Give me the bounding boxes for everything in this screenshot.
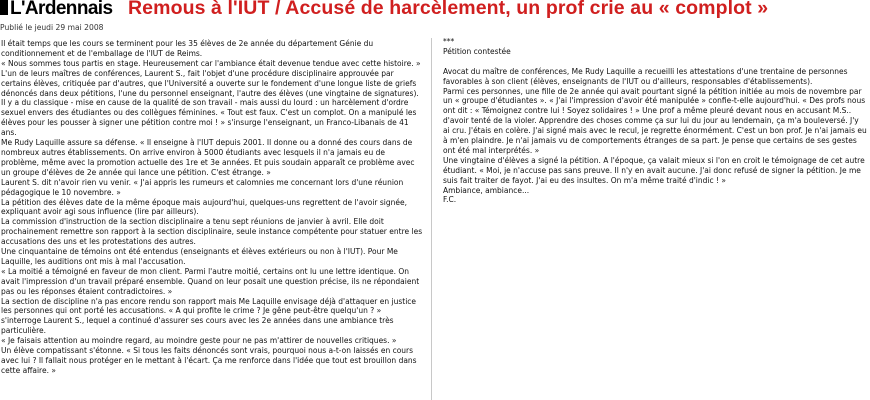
paragraph: « Nous sommes tous partis en stage. Heureusement car l'ambiance était devenue tendue avec cette histoire. » — [1, 58, 421, 68]
paragraph: Un élève compatissant s'étonne. « Si tous les faits dénoncés sont vrais, pourquoi nous a-t-on laissés en cours avec lui ? Il fallait nous protéger en le mettant à l'écart. Ça me renforce dans l'idée que tout est brouillon dans cette affaire. » — [1, 346, 417, 375]
paragraph: « Je faisais attention au moindre regard, au moindre geste pour ne pas m'attirer de nouvelles critiques. » — [1, 336, 397, 346]
article-body-left — [1, 39, 423, 376]
article-headline: Remous à l'IUT / Accusé de harcèlement, un prof crie au « complot » — [128, 0, 769, 19]
paragraph: Parmi ces personnes, une fille de 2e année qui avait pourtant signé la pétition initiée au mois de novembre par un « groupe d'étudiantes ». « J'ai l'impression d'avoir été manipulée » confie-t-elle aujourd'hui. « Des profs nous ont dit : « Témoignez contre lui ! Soyez solidaires ! » Une prof a même pleuré devant nous en accusant M.S.. d'avoir tenté de la violer. Apprendre des choses comme ça sur lui du jour au lendemain, ça m'a bouleversé. J'y ai cru. J'étais en colère. J'ai signé mais avec le recul, je regrette énormément. C'est un bon prof. Je n'ai jamais eu à m'en plaindre. Je n'ai jamais vu de comportements étranges de sa part. Je pense que certains de ses gestes ont été mal interprétés. » — [443, 86, 867, 155]
publication-date: Publié le jeudi 29 mai 2008 — [0, 23, 104, 32]
author-signature: F.C. — [443, 195, 457, 205]
paragraph: La pétition des élèves date de la même époque mais aujourd'hui, quelques-uns regrettent de l'avoir signée, expliquant avoir agi sous influence (lire par ailleurs). — [1, 197, 407, 217]
paragraph: Me Rudy Laquille assure sa défense. « Il enseigne à l'IUT depuis 2001. Il donne ou a donné des cours dans de nombreux autres établissements. On arrive environ à 5000 étudiants avec lesquels il n'a jamais eu de problème, même avec la promotion actuelle des 1re et 3e années. Et puis soudain apparaît ce problème avec un groupe d'élèves de 2e année qui lance une pétition. C'est étrange. » — [1, 138, 415, 177]
logo-text: L'Ardennais — [10, 0, 113, 19]
paragraph: Laurent S. dit n'avoir rien vu venir. « J'ai appris les rumeurs et calomnies me concernant lors d'une réunion pédagogique le 10 novembre. » — [1, 177, 404, 197]
paragraph: Il était temps que les cours se terminent pour les 35 élèves de 2e année du département Génie du conditionnement et de l'emballage de l'IUT de Reims. — [1, 39, 374, 58]
section-separator: *** — [443, 37, 455, 46]
masthead — [0, 0, 870, 22]
paragraph: Avocat du maître de conférences, Me Rudy Laquille a recueilli les attestations d'une trentaine de personnes favorables à son client (élèves, enseignants de l'IUT ou d'ailleurs, responsables d'établissements). — [443, 66, 848, 86]
paragraph: Il y a du classique - mise en cause de la qualité de son travail - mais aussi du lourd : un harcèlement d'ordre sexuel envers des étudiantes ou des collègues féminines. « Tout est faux. C'est un complot. On a manipulé les élèves pour les pousser à signer une pétition contre moi ! » s'insurge l'enseignant, un Franco-Libanais de 41 ans. — [1, 98, 417, 138]
logo-icon — [0, 0, 8, 15]
paragraph: Une cinquantaine de témoins ont été entendus (enseignants et élèves extérieurs ou non à l'IUT). Pour Me Laquille, les auditions ont mis à mal l'accusation. — [1, 247, 398, 266]
column-divider — [431, 38, 432, 400]
section-subtitle: Pétition contestée — [443, 46, 511, 56]
paragraph: Ambiance, ambiance... — [443, 185, 530, 195]
paragraph: L'un de leurs maîtres de conférences, Laurent S., fait l'objet d'une procédure disciplinaire approuvée par certains élèves, critiquée par d'autres, que l'Université a ouverte sur le fondement d'une longue liste de griefs dénoncés dans deux pétitions, l'une du personnel enseignant, l'autre des élèves (une vingtaine de signatures). — [1, 68, 419, 98]
paragraph: Une vingtaine d'élèves a signé la pétition. A l'époque, ça valait mieux si l'on en croit le témoignage de cet autre étudiant. « Moi, je n'accuse pas sans preuve. Il n'y en avait aucune. J'ai donc refusé de signer la pétition. Je me suis fait traiter de fayot. J'ai eu des insultes. On m'a même traité d'indic ! » — [443, 155, 865, 185]
paragraph: La section de discipline n'a pas encore rendu son rapport mais Me Laquille envisage déjà d'attaquer en justice les personnes qui ont porté les accusations. « A qui profite le crime ? Je gêne peut-être quelqu'un ? » s'interroge Laurent S., lequel a continué d'assurer ses cours avec les 2e années dans une ambiance très particulière. — [1, 296, 417, 336]
article-body-right — [443, 37, 867, 205]
paragraph: La commission d'instruction de la section disciplinaire a tenu sept réunions de janvier à avril. Elle doit prochainement remettre son rapport à la section disciplinaire, seule instance compétente pour statuer entre les accusations des uns et les protestations des autres. — [1, 217, 423, 247]
newspaper-logo[interactable] — [0, 0, 112, 18]
paragraph: « La moitié a témoigné en faveur de mon client. Parmi l'autre moitié, certains ont lu une lettre identique. On avait l'impression d'un travail préparé ensemble. Quand on leur posait une question précise, ils ne répondaient pas ou les réponses étaient contradictoires. » — [1, 266, 420, 296]
